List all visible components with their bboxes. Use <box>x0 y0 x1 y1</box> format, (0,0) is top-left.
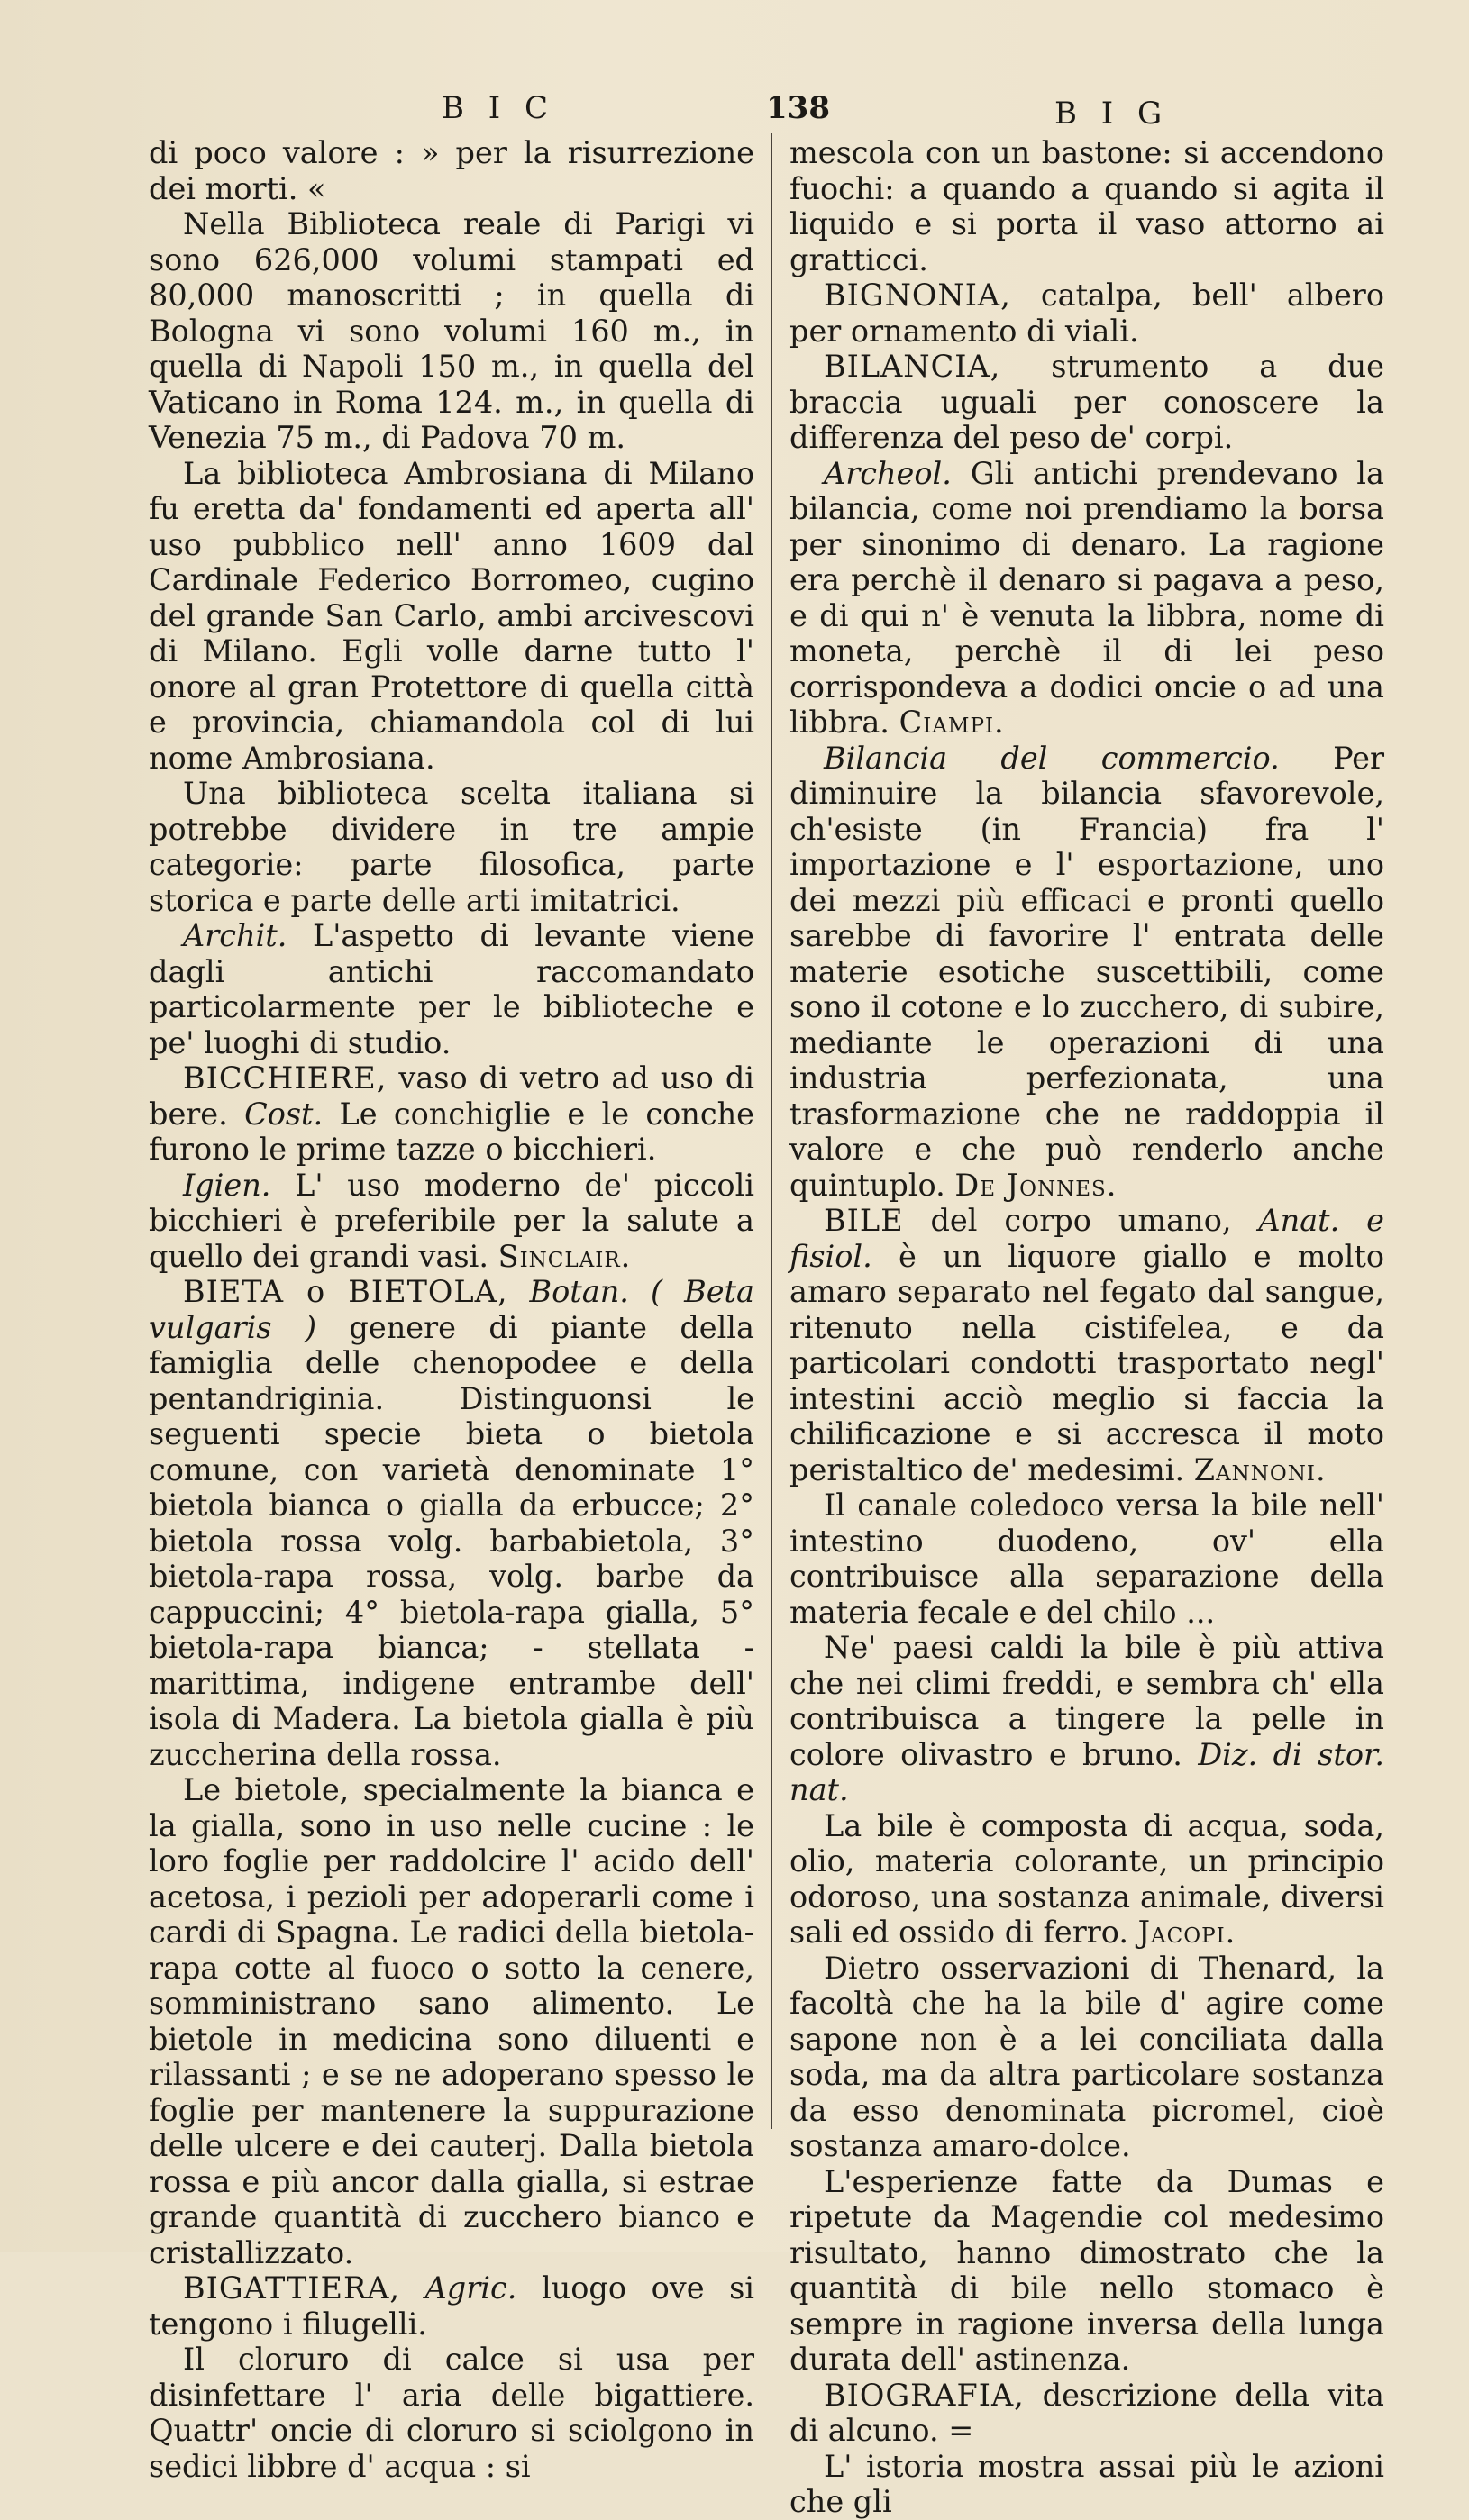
section-label: Diz. di stor. nat. <box>789 1736 1384 1807</box>
paragraph-text: strumento a due braccia uguali per conoscere la differenza del peso de' corpi. <box>789 349 1384 455</box>
right-running-head: B I G <box>1054 96 1170 132</box>
paragraph <box>149 1168 754 1275</box>
paragraph-text: Per diminuire la bilancia sfavorevole, ch'esiste (in Francia) fra l' importazione e l' esportazione, uno dei mezzi più efficaci e pronti quello sarebbe di favorire l' entrata delle materie esotiche suscettibili, come sono il cotone e lo zucchero, di subire, mediante le operazioni di una industria perfezionata, una trasformazione che ne raddoppia il valore e che può renderlo anche quintuplo. <box>789 740 1384 1203</box>
entry-bilancia <box>789 349 1384 456</box>
paragraph <box>789 1630 1384 1808</box>
paragraph-text: L'aspetto di levante viene dagli antichi raccomandato particolarmente per le biblioteche e pe' luoghi di studio. <box>149 918 754 1060</box>
author-attribution: Ciampi. <box>899 705 1005 740</box>
paragraph: mescola con un bastone: si accendono fuochi: a quando a quando si agita il liquido e si porta il vaso attorno ai gratticci. <box>789 135 1384 277</box>
paragraph-text: genere di piante della famiglia delle chenopodee e della pentandriginia. Distinguonsi le seguenti specie bieta o bietola comune, con varietà denominate 1° bietola bianca o gialla da erbucce; 2° bietola rossa volg. barbabietola, 3° bietola-rapa rossa, volg. barbe da cappuccini; 4° bietola-rapa gialla, 5° bietola-rapa bianca; - stellata - marittima, indigene entrambe dell' isola di Madera. La bietola gialla è più zuccherina della rossa. <box>149 1309 754 1772</box>
paragraph-text: descrizione della vita di alcuno. = <box>789 2377 1384 2448</box>
author-attribution: De Jonnes. <box>954 1167 1118 1203</box>
section-label: Cost. <box>244 1096 324 1132</box>
entry-bigattiera <box>149 2270 754 2342</box>
paragraph: Nella Biblioteca reale di Parigi vi sono 626,000 volumi stampati ed 80,000 manoscritti ; in quella di Bologna vi sono volumi 160 m., in quella di Napoli 150 m., in quella del Vaticano in Roma 124. m., in quella di Venezia 75 m., di Padova 70 m. <box>149 206 754 455</box>
section-label: Agric. <box>400 2270 517 2306</box>
paragraph-text: luogo ove si tengono i filugelli. <box>149 2270 754 2342</box>
paragraph: L' istoria mostra assai più le azioni che gli <box>789 2448 1384 2519</box>
section-label: Anat. e fisiol. <box>789 1203 1385 1274</box>
paragraph: Una biblioteca scelta italiana si potrebbe dividere in tre ampie categorie: parte filosofica, parte storica e parte delle arti imitatrici. <box>149 776 754 918</box>
paragraph-text: Gli antichi prendevano la bilancia, come noi prendiamo la borsa per sinonimo di denaro. La ragione era perchè il denaro si pagava a peso, e di qui n' è venuta la libbra, nome di moneta, perchè il di lei peso corrispondeva a dodici oncie o ad una libbra. <box>789 455 1384 740</box>
section-label: Botan. ( Beta vulgaris ) <box>149 1274 754 1345</box>
paragraph: Il canale coledoco versa la bile nell' intestino duodeno, ov' ella contribuisce alla separazione della materia fecale e del chilo ... <box>789 1487 1384 1630</box>
paragraph <box>789 456 1384 741</box>
paragraph-text: L' uso moderno de' piccoli bicchieri è preferibile per la salute a quello dei grandi vasi. <box>149 1167 754 1274</box>
right-column <box>789 135 1384 2520</box>
author-attribution: Zannoni. <box>1193 1451 1327 1487</box>
left-running-head: B I C <box>442 90 556 126</box>
entry-headword: BIGNONIA, <box>824 277 1011 313</box>
page-number: 138 <box>766 90 830 126</box>
left-column <box>149 135 754 2484</box>
paragraph: di poco valore : » per la risurrezione dei morti. « <box>149 135 754 206</box>
paragraph-text: catalpa, bell' albero per ornamento di viali. <box>789 277 1384 349</box>
paragraph <box>149 918 754 1060</box>
paragraph-text: La bile è composta di acqua, soda, olio, materia colorante, un principio odoroso, una sostanza animale, diversi sali ed ossido di ferro. <box>789 1807 1384 1950</box>
paragraph: Le bietole, specialmente la bianca e la gialla, sono in uso nelle cucine : le loro foglie per raddolcire l' acido dell' acetosa, i pezioli per adoperarli come i cardi di Spagna. Le radici della bietola-rapa cotte al fuoco o sotto la cenere, somministrano sano alimento. Le bietole in medicina sono diluenti e rilassanti ; e se ne adoperano spesso le foglie per mantenere la suppurazione delle ulcere e dei cauterj. Dalla bietola rossa e più ancor dalla gialla, si estrae grande quantità di zucchero bianco e cristallizzato. <box>149 1772 754 2270</box>
entry-bignonia <box>789 277 1384 349</box>
entry-headword: BILANCIA, <box>824 349 1001 384</box>
entry-headword: BIOGRAFIA, <box>824 2377 1025 2413</box>
entry-headword: BIGATTIERA, <box>183 2270 401 2306</box>
entry-headword: BIETA o BIETOLA, <box>183 1274 508 1309</box>
paragraph: Dietro osservazioni di Thenard, la facoltà che ha la bile d' agire come sapone non è a lei conciliata dalla soda, ma da altra particolare sostanza da esso denominata picromel, cioè sostanza amaro-dolce. <box>789 1950 1384 2163</box>
section-label: Bilancia del commercio. <box>824 740 1280 776</box>
entry-bile <box>789 1203 1384 1487</box>
paragraph-text: è un liquore giallo e molto amaro separato nel fegato dal sangue, ritenuto nella cistifelea, e da particolari condotti trasportato negl' intestini acciò meglio si faccia la chilificazione e si accresca il moto peristaltico de' medesimi. <box>789 1238 1384 1487</box>
section-label: Archit. <box>183 918 287 953</box>
paragraph-text: del corpo umano, <box>903 1203 1259 1238</box>
paragraph: Il cloruro di calce si usa per disinfettare l' aria delle bigattiere. Quattr' oncie di cloruro si sciolgono in sedici libbre d' acqua : si <box>149 2342 754 2484</box>
author-attribution: Sinclair. <box>497 1238 632 1274</box>
paragraph-text: Ne' paesi caldi la bile è più attiva che nei climi freddi, e sembra ch' ella contribuisca a tingere la pelle in colore olivastro e bruno. <box>789 1630 1384 1772</box>
author-attribution: Jacopi. <box>1137 1915 1236 1950</box>
paragraph-text: vaso di vetro ad uso di bere. <box>149 1060 754 1132</box>
section-label: Igien. <box>183 1167 271 1203</box>
entry-bicchiere <box>149 1060 754 1168</box>
paragraph: La biblioteca Ambrosiana di Milano fu eretta da' fondamenti ed aperta all' uso pubblico nell' anno 1609 dal Cardinale Federico Borromeo, cugino del grande San Carlo, ambi arcivescovi di Milano. Egli volle darne tutto l' onore al gran Protettore di quella città e provincia, chiamandola col di lui nome Ambrosiana. <box>149 455 754 776</box>
paragraph-text: Le conchiglie e le conche furono le prime tazze o bicchieri. <box>149 1096 755 1167</box>
entry-bieta <box>149 1274 754 1772</box>
entry-headword: BICCHIERE, <box>183 1060 388 1096</box>
entry-headword: BILE <box>824 1203 904 1238</box>
paragraph <box>789 1808 1384 1951</box>
paragraph <box>789 741 1384 1204</box>
column-divider <box>771 133 772 2129</box>
paragraph: L'esperienze fatte da Dumas e ripetute da Magendie col medesimo risultato, hanno dimostrato che la quantità di bile nello stomaco è sempre in ragione inversa della lunga durata dell' astinenza. <box>789 2163 1384 2377</box>
entry-biografia <box>789 2378 1384 2449</box>
section-label: Archeol. <box>824 455 952 491</box>
